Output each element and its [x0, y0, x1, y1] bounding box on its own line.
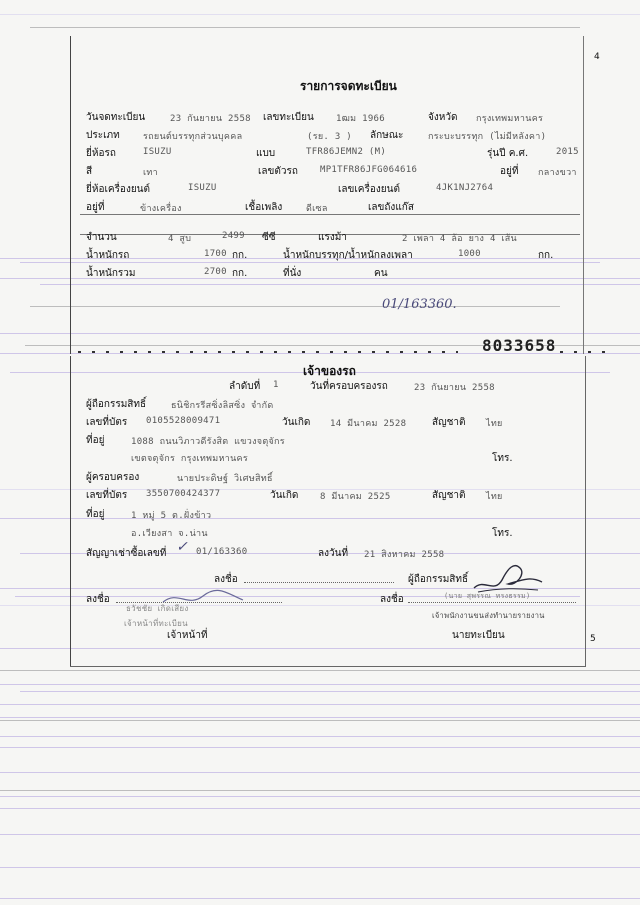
cylinder-value: 4 สูบ: [168, 234, 192, 244]
sign-left-label: ลงชื่อ: [86, 594, 110, 605]
owner-address-label: ที่อยู่: [86, 435, 105, 446]
load-unit: กก.: [538, 250, 554, 261]
holder-label: ผู้ครอบครอง: [86, 472, 140, 483]
brand-value: ISUZU: [143, 147, 172, 157]
owner-address-line2: เขตจตุจักร กรุงเทพมหานคร: [131, 454, 249, 464]
hp-label: แรงม้า: [318, 232, 347, 243]
fuel-value: ดีเซล: [306, 204, 328, 214]
type-value: รถยนต์บรรทุกส่วนบุคคล: [143, 132, 243, 142]
chassis-label: เลขตัวรถ: [258, 166, 298, 177]
engine-brand-label: ยี่ห้อเครื่องยนต์: [86, 184, 151, 195]
registrar-signature-icon: [468, 558, 548, 596]
model-year-value: 2015: [556, 147, 579, 157]
holder-address-line1: 1 หมู่ 5 ต.ฝั่งข้าว: [131, 511, 212, 521]
page-number-bottom: 5: [590, 634, 596, 644]
brand-label: ยี่ห้อรถ: [86, 148, 116, 159]
sign-right-name: (นาย สุพรรณ ทรงธรรม): [444, 592, 531, 600]
holder-nationality-label: สัญชาติ: [432, 490, 466, 501]
contract-value: 01/163360: [196, 547, 248, 557]
holder-dob-label: วันเกิด: [270, 490, 299, 501]
sign-left-position: เจ้าหน้าที่ทะเบียน: [124, 619, 188, 628]
total-weight-unit: กก.: [232, 268, 248, 279]
type-label: ประเภท: [86, 130, 120, 141]
total-weight-label: น้ำหนักรวม: [86, 268, 136, 279]
registrar-label: นายทะเบียน: [452, 630, 505, 641]
owner-nationality-value: ไทย: [486, 419, 503, 429]
chassis-loc-value: กลางขวา: [538, 168, 577, 178]
holder-dob-value: 8 มีนาคม 2525: [320, 492, 391, 502]
checkmark-icon: ✓: [176, 539, 188, 555]
cc-label: ซีซี: [262, 232, 276, 243]
reg-date-label: วันจดทะเบียน: [86, 112, 146, 123]
chassis-value: MP1TFR86JFG064616: [320, 165, 418, 175]
page-number-top: 4: [594, 52, 600, 62]
total-weight-value: 2700: [204, 267, 227, 277]
officer-signature-icon: [158, 586, 248, 612]
section1-title: รายการจดทะเบียน: [300, 79, 397, 93]
contract-label: สัญญาเช่าซื้อเลขที่: [86, 548, 167, 559]
owner-nationality-label: สัญชาติ: [432, 417, 466, 428]
owner-signature-label: ผู้ถือกรรมสิทธิ์: [408, 574, 469, 585]
model-year-label: รุ่นปี ค.ศ.: [487, 148, 529, 159]
sign-name-label: ลงชื่อ: [214, 574, 238, 585]
owner-id-label: เลขที่บัตร: [86, 417, 128, 428]
holder-id-value: 3550700424377: [146, 489, 221, 499]
contract-date-value: 21 สิงหาคม 2558: [364, 550, 445, 560]
section2-title: เจ้าของรถ: [303, 364, 356, 378]
weight-value: 1700: [204, 249, 227, 259]
engine-no-label: เลขเครื่องยนต์: [338, 184, 400, 195]
sign-left-name: ธวัชชัย เกิดเสียง: [126, 604, 189, 613]
weight-unit: กก.: [232, 250, 248, 261]
handwritten-contract-number: 01/163360.: [382, 297, 457, 312]
holder-id-label: เลขที่บัตร: [86, 490, 128, 501]
cc-value: 2499: [222, 231, 245, 241]
owner-id-value: 0105528009471: [146, 416, 221, 426]
contract-date-label: ลงวันที่: [318, 548, 349, 559]
holder-address-label: ที่อยู่: [86, 509, 105, 520]
color-value: เทา: [143, 168, 158, 178]
possession-date-value: 23 กันยายน 2558: [414, 383, 495, 393]
owner-label: ผู้ถือกรรมสิทธิ์: [86, 399, 147, 410]
engine-loc-label: อยู่ที่: [86, 202, 105, 213]
owner-address-line1: 1088 ถนนวิภาวดีรังสิต แขวงจตุจักร: [131, 437, 285, 447]
axle-value: 2 เพลา 4 ล้อ ยาง 4 เส้น: [402, 234, 518, 244]
province-value: กรุงเทพมหานคร: [476, 114, 544, 124]
load-label: น้ำหนักบรรทุก/น้ำหนักลงเพลา: [283, 250, 413, 261]
reg-no-value: 1ฒม 1966: [336, 114, 385, 124]
possession-date-label: วันที่ครอบครองรถ: [310, 381, 388, 392]
stamp-number: 8033658: [482, 336, 557, 355]
officer-label: เจ้าหน้าที่: [167, 630, 208, 641]
character-label: ลักษณะ: [370, 130, 404, 141]
order-value: 1: [273, 380, 279, 390]
model-value: TFR86JEMN2 (M): [306, 147, 387, 157]
reg-no-label: เลขทะเบียน: [263, 112, 314, 123]
fuel-label: เชื้อเพลิง: [245, 202, 283, 213]
engine-loc-value: ข้างเครื่อง: [140, 204, 182, 214]
load-value: 1000: [458, 249, 481, 259]
reg-date-value: 23 กันยายน 2558: [170, 114, 251, 124]
seats-unit: คน: [374, 268, 388, 279]
holder-tel-label: โทร.: [492, 528, 513, 539]
owner-tel-label: โทร.: [492, 453, 513, 464]
sign-right-position: เจ้าพนักงานขนส่งทำนายรายงาน: [432, 611, 545, 620]
color-label: สี: [86, 166, 93, 177]
character-value: กระบะบรรทุก (ไม่มีหลังคา): [428, 132, 547, 142]
province-label: จังหวัด: [428, 112, 458, 123]
weight-label: น้ำหนักรถ: [86, 250, 130, 261]
owner-dob-label: วันเกิด: [282, 417, 311, 428]
holder-address-line2: อ.เวียงสา จ.น่าน: [131, 529, 208, 539]
owner-dob-value: 14 มีนาคม 2528: [330, 419, 407, 429]
chassis-loc-label: อยู่ที่: [500, 166, 519, 177]
model-label: แบบ: [256, 148, 276, 159]
order-label: ลำดับที่: [229, 381, 261, 392]
engine-no-value: 4JK1NJ2764: [436, 183, 494, 193]
seats-label: ที่นั่ง: [283, 268, 302, 279]
holder-nationality-value: ไทย: [486, 492, 503, 502]
engine-brand-value: ISUZU: [188, 183, 217, 193]
type-code-value: (รย. 3 ): [307, 132, 353, 142]
sign-right-label: ลงชื่อ: [380, 594, 404, 605]
owner-value: ธนิชิกรรีสซิ่งลิสซิ่ง จำกัด: [171, 401, 274, 411]
holder-value: นายประดิษฐ์ วิเศษสิทธิ์: [177, 474, 273, 484]
gas-tank-label: เลขถังแก๊ส: [368, 202, 414, 213]
cylinder-label: จำนวน: [86, 232, 117, 243]
